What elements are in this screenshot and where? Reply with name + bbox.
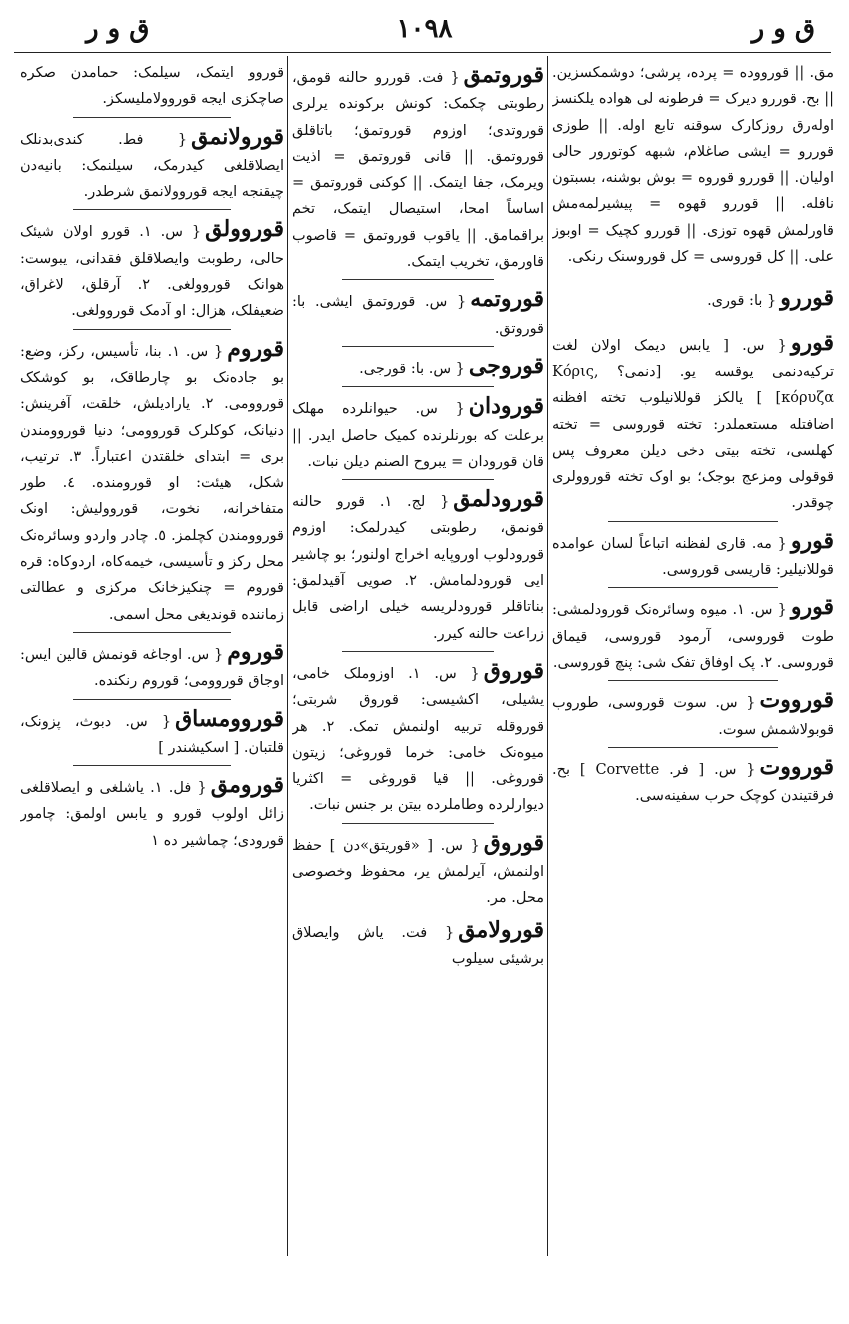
headword: قوروجى bbox=[468, 352, 544, 379]
entry-text: { س. سوت قوروسى، طوروب قوبولاشمش سوت. bbox=[552, 695, 834, 738]
entry bbox=[20, 214, 284, 324]
column-left bbox=[20, 60, 284, 1254]
entry-text: { با: قورى. bbox=[707, 293, 777, 310]
entry-text: { لج. ١. قورو حالنه قونمق، رطوبتى کيدرلمک: اوزوم قورودلوب اوروپايه اخراج اولنور؛ بو چاشير ايى قورودلمامش. ٢. صويى آقيدلمق: بناتاقلر قورودلريسه خيلى اراضى قابل زراعت حالنه کيرر. bbox=[292, 494, 544, 642]
entry-text: { س. ١. قورو اولان شيئک حالى، رطوبت وايصلاقلق فقدانى، يبوست: هوانک قوروولغى. ٢. آرقلق، لاغراق، ضعيفلک، هزال: او آدمک قوروولغى. bbox=[20, 224, 284, 320]
headword: قورووت bbox=[759, 753, 834, 780]
separator bbox=[342, 479, 493, 480]
headword: قوروتمق bbox=[463, 62, 544, 88]
entry bbox=[292, 828, 544, 912]
entry-text: { س. [ يابس ديمک اولان لغت ترکيه‌دنمى يوقسه يو. [دنمى؟ Κόρις, κόρυζα] ] يالکز قوللانيلوب تخته افظنه اضافتله مستعملدر: تخته قوروسى = تخته کهلسى، تخته بيتى دخى ديلن معروف پس قوقولى ومزعج بوجک؛ بو اوک تخته قوروولرى چوقدر. bbox=[552, 337, 834, 512]
entry-text: { س. حيوانلرده مهلک برعلت که بورنلرنده کميک حاصل ايدر. || قان قورودان = يبروح الصنم ديلن نبات. bbox=[292, 401, 544, 470]
entry bbox=[20, 334, 284, 628]
separator bbox=[342, 651, 493, 652]
entry bbox=[552, 526, 834, 584]
header-right-letters: ق و ر bbox=[751, 14, 815, 44]
headword: قورودلمق bbox=[453, 486, 544, 513]
headword: قورولانمق bbox=[191, 123, 284, 150]
headword: قوروق bbox=[483, 829, 544, 856]
headword: قوروم bbox=[227, 335, 284, 362]
separator bbox=[73, 117, 231, 118]
entry bbox=[292, 391, 544, 475]
separator bbox=[608, 680, 777, 681]
page-header bbox=[0, 0, 849, 52]
separator bbox=[73, 632, 231, 633]
entry bbox=[292, 60, 544, 275]
entry-text: { فت. ياش وايصلاق برشيئى سيلوب bbox=[292, 924, 544, 967]
column-divider-left bbox=[287, 56, 288, 1256]
entry-text: قوروو ايتمک، سيلمک: حمامدن صکره صاچکزى ايجه قوروولامليسکز. bbox=[20, 65, 284, 108]
separator bbox=[73, 765, 231, 766]
headword: قوروق bbox=[483, 657, 544, 684]
entry bbox=[20, 122, 284, 206]
entry-text: { س. دبوث، پزونک، قلتبان. [ اسکيشندر ] bbox=[20, 713, 284, 756]
headword: قوروتمه bbox=[470, 286, 544, 313]
headword: قورو bbox=[790, 329, 834, 356]
entry bbox=[552, 283, 834, 314]
header-left-letters: ق و ر bbox=[86, 14, 150, 44]
separator bbox=[73, 329, 231, 330]
entry bbox=[552, 685, 834, 743]
entry bbox=[292, 351, 544, 382]
headword: قوروم bbox=[227, 638, 284, 665]
entry bbox=[292, 656, 544, 819]
separator bbox=[73, 699, 231, 700]
headword: قورولامق bbox=[458, 916, 544, 943]
separator bbox=[342, 346, 493, 347]
entry bbox=[552, 328, 834, 517]
entry bbox=[552, 60, 834, 270]
entry-text: { س. ١. اوزوملک خامى، يشيلى، اکشيسى: قوروق شربتى؛ قوروقله تربيه اولنمش تمک. ٢. هر ميوه‌نک خامى: خرما قوروغى؛ زيتون قوروغى. || قيا قوروغى = اکثريا ديوارلرده وطاملرده بيتن بر جنس نبات. bbox=[292, 665, 544, 814]
entry bbox=[552, 752, 834, 810]
entry bbox=[552, 592, 834, 676]
header-rule bbox=[14, 52, 831, 53]
entry bbox=[292, 915, 544, 973]
entry-text: { مه. قارى لفظنه اتباعاً لسان عوامده قوللانيلير: قاريسى قوروسى. bbox=[552, 535, 834, 579]
headword: قورو bbox=[790, 594, 834, 621]
entry-text: { س. [ «قوريتق»دن ] حفظ اولنمش، آيرلمش ير، محفوظ وخصوصى محل. مر. bbox=[292, 837, 544, 907]
entry-text: { س. قوروتمق ايشى. با: قوروتق. bbox=[292, 294, 544, 337]
headword: قوررو bbox=[780, 285, 834, 312]
headword: قوروولق bbox=[205, 216, 284, 243]
entry-text: { س. ١. بنا، تأسيس، رکز، وضع: بو جاده‌نک بو چارطاقک، بو کوشکک قوروومى. ٢. ياراديلش، خلقت، آفرينش: دنيانک، کوکلرک قوروومى؛ دنيا قوروومندن برى = ابتداى خلقتدن اعتباراً. ٣. ترتيب، شکل، هيئت: او قورومنده. ٤. طور متفاخرانه، نخوت، قورووليش: اونک قوروومندن کچلمز. ٥. چادر واردو وسائره‌نک محل رکز و تأسيسى، خيمه‌کاه، اردوکاه: قره قوروم = چنکيزخانک مرکزى و عطالتى زماننده قونديغى محل اسمى. bbox=[20, 343, 284, 623]
entry-text: { س. [ فر. Corvette ] بح. فرقتيندن کوچک حرب سفينه‌سى. bbox=[552, 761, 834, 805]
headword: قورووت bbox=[759, 687, 834, 714]
entry bbox=[20, 770, 284, 854]
separator bbox=[342, 386, 493, 387]
separator bbox=[608, 587, 777, 588]
page-number: ١٠٩٨ bbox=[396, 14, 453, 44]
entry bbox=[292, 484, 544, 647]
entry-text: { فط. کندى‌بدنلک ايصلاقلغى کيدرمک، سيلنمک: بانيه‌دن چيقنجه ايجه قوروولانمق شرطدر. bbox=[20, 131, 284, 201]
entry-text: { فت. قوررو حالنه قومق، رطوبتى چکمک: کونش برکونده يرلرى قوروتدى؛ اوزوم قوروتمق؛ باتاقلق قوروتمق. || قانى قوروتمق = اذيت ويرمک، جفا ايتمک. || کوکنى قوروتمق = اساساً امحا، استيصال ايتمک، تخم براقمامق. || ياقوب قوروتمق = قاصوب قاورمق، تخريب ايتمک. bbox=[292, 70, 544, 271]
entry bbox=[20, 60, 284, 113]
separator bbox=[342, 279, 493, 280]
separator bbox=[608, 521, 777, 522]
headword: قورودان bbox=[468, 393, 544, 420]
entry bbox=[20, 637, 284, 695]
headword: قورومق bbox=[210, 772, 284, 799]
entry-text: { س. با: قورجى. bbox=[359, 360, 465, 377]
entry-text: مق. || قورووده = پرده، پرشى؛ دوشمکسزين. || بح. قوررو ديرک = فرطونه لى هواده يلکنسز اوله‌رق روزکارک سوقنه تابع اوله. || طوزى قوررو = ايشى صاغلام، شبهه کوتورور حالى اوليان. || قوررو قوروه = بوش بوشنه، بسبتون نافله. || قوررو قهوه = پيشيرلمه‌مش قاورلمش قهوه توزى. || قوررو کچيک = اوبوز على. || کل قوروسى = کل قوروسنک رنکى. bbox=[552, 65, 834, 266]
entry bbox=[292, 284, 544, 342]
column-right bbox=[552, 60, 834, 1254]
column-middle bbox=[292, 60, 544, 1254]
entry-text: { فل. ١. ياشلغى و ايصلاقلغى زائل اولوب قورو و يابس اولمق: چامور قورودى؛ چماشير ده ١ bbox=[20, 780, 284, 849]
column-divider-right bbox=[547, 56, 548, 1256]
entry bbox=[20, 704, 284, 762]
separator bbox=[73, 209, 231, 210]
headword: قوروومساق bbox=[175, 705, 284, 732]
separator bbox=[342, 823, 493, 824]
headword: قورو bbox=[790, 527, 834, 554]
entry-text: { س. ١. ميوه وسائره‌نک قورودلمشى: طوت قوروسى، آرمود قوروسى، قيماق قوروسى. ٢. پک اوفاق تفک شى: پنچ قوروسى. bbox=[552, 602, 834, 671]
separator bbox=[608, 747, 777, 748]
entry-text: { س. اوجاغه قونمش قالين ايس: اوجاق قوروومى؛ قوروم رنکنده. bbox=[20, 646, 284, 690]
